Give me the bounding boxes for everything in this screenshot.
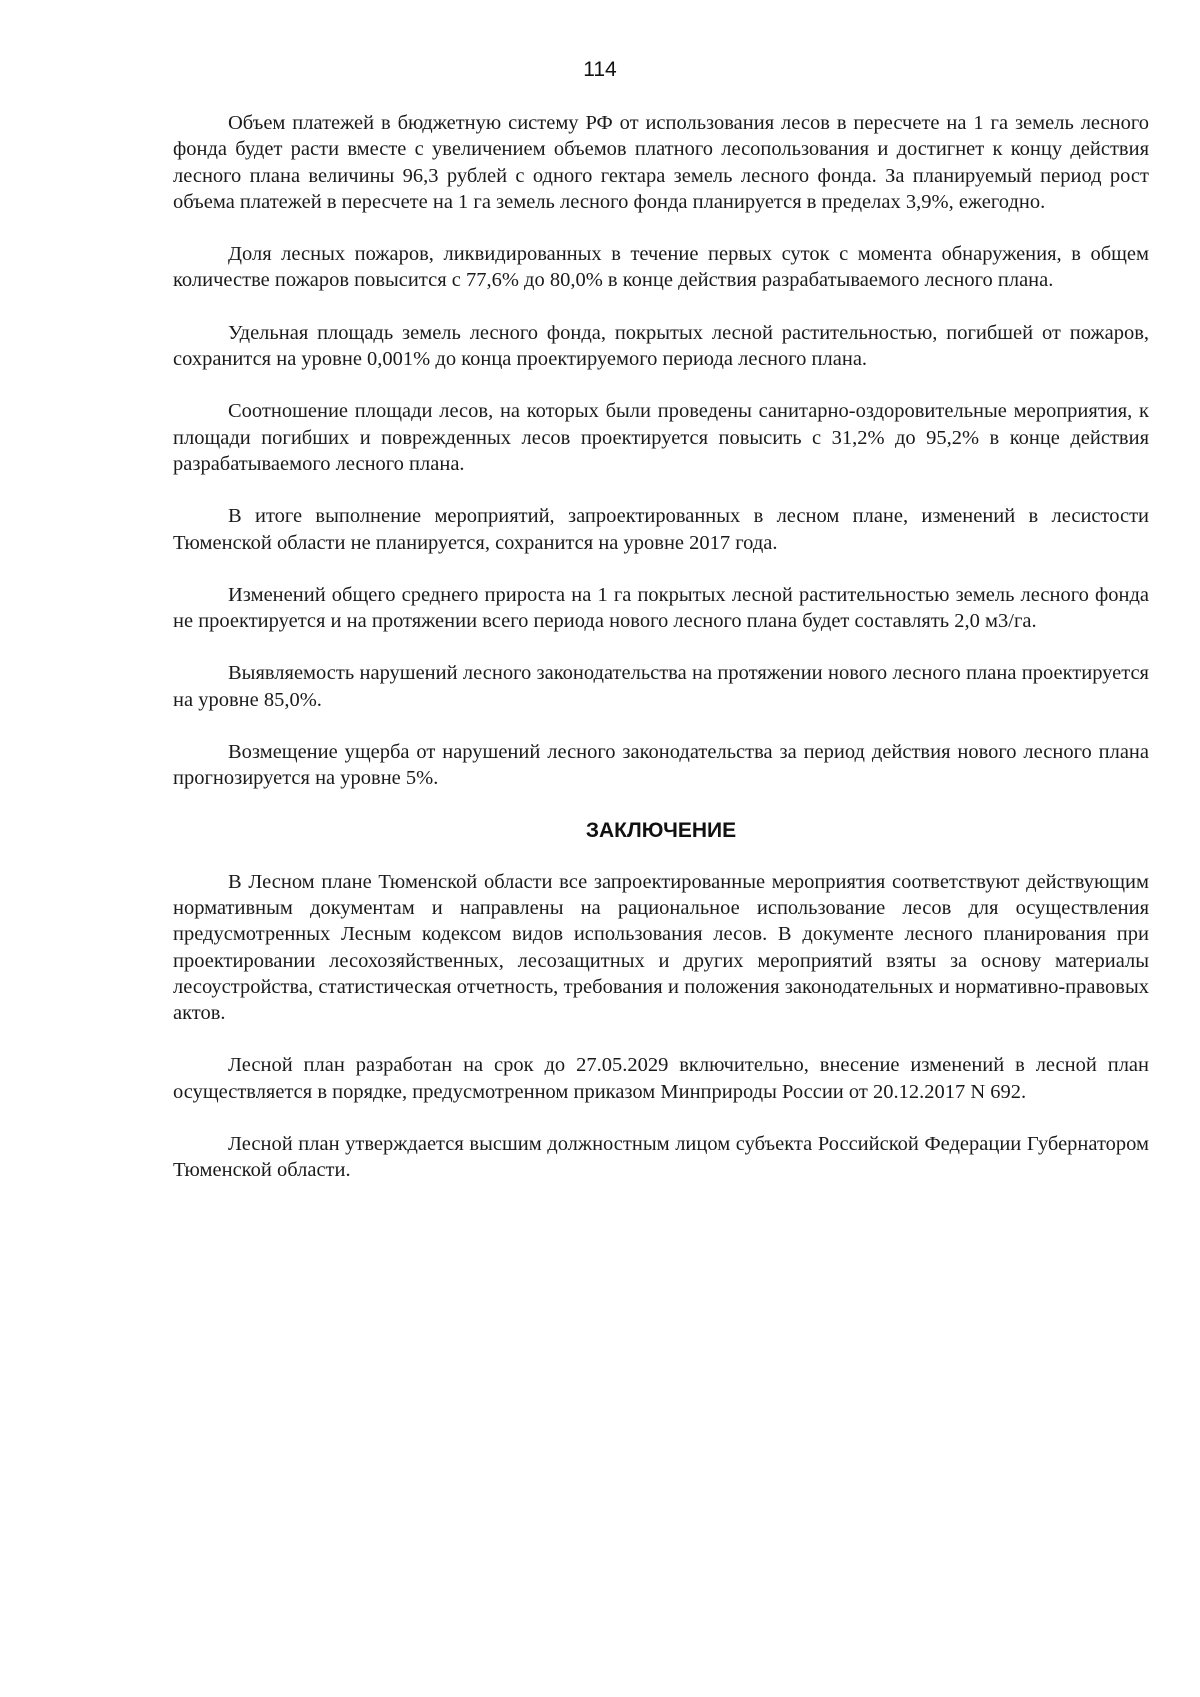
paragraph-fire-share: Доля лесных пожаров, ликвидированных в течение первых суток с момента обнаружения, в общем количестве пожаров повысится с 77,6% до 80,0% в конце действия разрабатываемого лесного плана. (173, 243, 1149, 292)
page-number: 114 (583, 58, 617, 81)
document-body (173, 110, 1149, 1210)
paragraph-sanitary-ratio: Соотношение площади лесов, на которых были проведены санитарно-оздоровительные мероприятия, к площади погибших и поврежденных лесов проектируется повысить с 31,2% до 95,2% в конце действия разрабатываемого лесного плана. (173, 400, 1149, 475)
paragraph-damage-compensation: Возмещение ущерба от нарушений лесного законодательства за период действия нового лесного плана прогнозируется на уровне 5%. (173, 741, 1149, 790)
paragraph-violations-detection: Выявляемость нарушений лесного законодательства на протяжении нового лесного плана проектируется на уровне 85,0%. (173, 662, 1149, 711)
paragraph-conclusion-measures: В Лесном плане Тюменской области все запроектированные мероприятия соответствуют действующим нормативным документам и направлены на рациональное использование лесов для осуществления предусмотренных Лесным кодексом видов использования лесов. В документе лесного планирования при проектировании лесохозяйственных, лесозащитных и других мероприятий взяты за основу материалы лесоустройства, статистическая отчетность, требования и положения законодательных и нормативно-правовых актов. (173, 870, 1149, 1025)
paragraph-growth: Изменений общего среднего прироста на 1 га покрытых лесной растительностью земель лесного фонда не проектируется и на протяжении всего периода нового лесного плана будет составлять 2,0 м3/га. (173, 583, 1149, 633)
paragraph-forest-cover: В итоге выполнение мероприятий, запроектированных в лесном плане, изменений в лесистости Тюменской области не планируется, сохранится на уровне 2017 года. (173, 505, 1149, 554)
paragraph-conclusion-approval: Лесной план утверждается высшим должностным лицом субъекта Российской Федерации Губернатором Тюменской области. (173, 1133, 1149, 1182)
paragraph-fire-area: Удельная площадь земель лесного фонда, покрытых лесной растительностью, погибшей от пожаров, сохранится на уровне 0,001% до конца проектируемого периода лесного плана. (173, 321, 1149, 371)
paragraph-conclusion-term: Лесной план разработан на срок до 27.05.2029 включительно, внесение изменений в лесной план осуществляется в порядке, предусмотренном приказом Минприроды России от 20.12.2017 N 692. (173, 1054, 1149, 1103)
section-heading: ЗАКЛЮЧЕНИЕ (585, 818, 737, 842)
paragraph-payments: Объем платежей в бюджетную систему РФ от использования лесов в пересчете на 1 га земель лесного фонда будет расти вместе с увеличением объемов платного лесопользования и достигнет к концу действия лесного плана величины 96,3 рублей с одного гектара земель лесного фонда. За планируемый период рост объема платежей в пересчете на 1 га земель лесного фонда планируется в пределах 3,9%, ежегодно. (173, 112, 1149, 213)
